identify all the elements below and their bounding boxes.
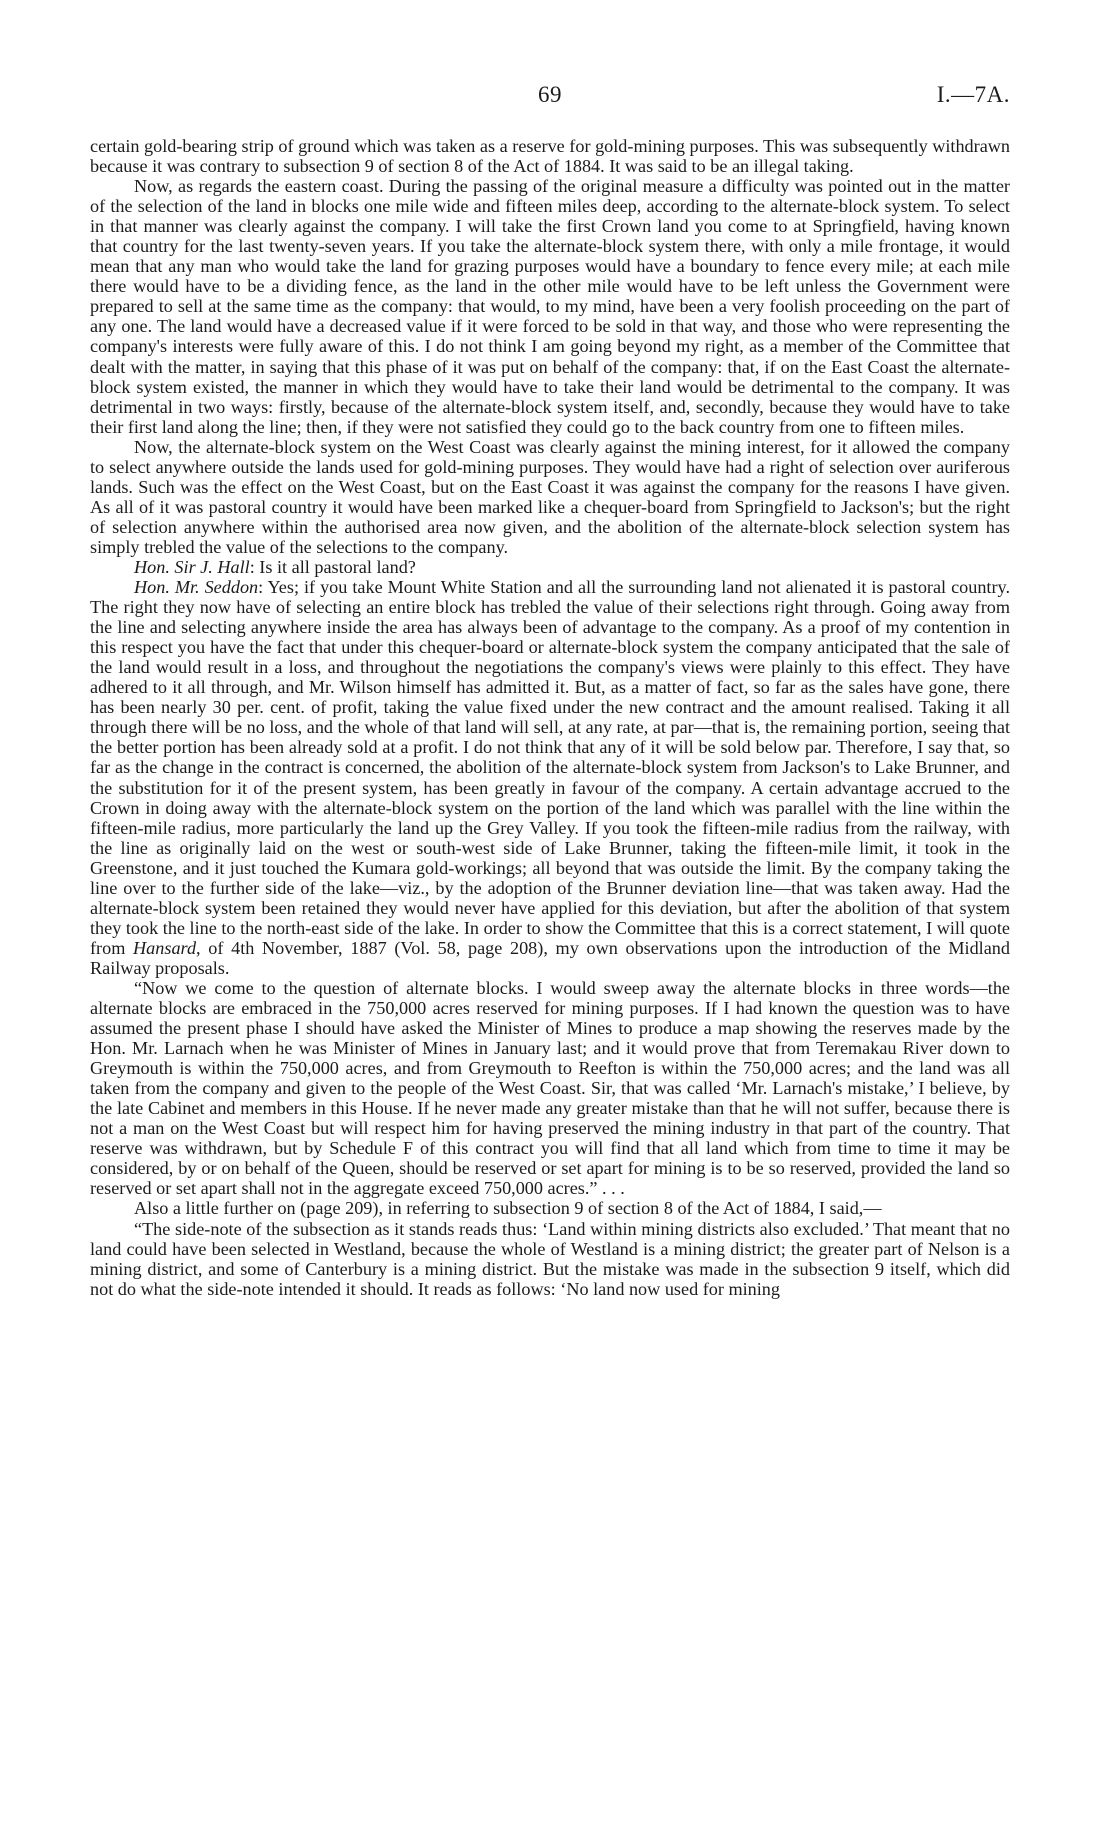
speech-text: : Is it all pastoral land? (249, 556, 416, 577)
speech-text-continued: , of 4th November, 1887 (Vol. 58, page 208), my own observations upon the introduction of the Midland Railway proposals. (90, 937, 1010, 978)
paragraph-continued: certain gold-bearing strip of ground which was taken as a reserve for gold-mining purposes. This was subsequently withdrawn because it was contrary to subsection 9 of section 8 of the Act of 1884. It was said to be an illegal taking. (90, 136, 1010, 177)
document-reference: I.—7A. (936, 82, 1010, 107)
paragraph-eastern-coast: Now, as regards the eastern coast. During the passing of the original measure a difficulty was pointed out in the matter of the selection of the land in blocks one mile wide and fifteen miles deep, according to the alternate-block system. To select in that manner was clearly against the company. I will take the first Crown land you come to at Springfield, having known that country for the last twenty-seven years. If you take the alternate-block system there, with only a mile frontage, it would mean that any man who would take the land for grazing purposes would have a boundary to fence every mile; at each mile there would have to be a dividing fence, as the land in the other mile would have to be left unless the Government were prepared to sell at the same time as the company: that would, to my mind, have been a very foolish proceeding on the part of any one. The land would have a decreased value if it were forced to be sold in that way, and those who were representing the company's interests were fully aware of this. I do not think I am going beyond my right, as a member of the Committee that dealt with the matter, in saying that this phase of it was put on behalf of the company: that, if on the East Coast the alternate-block system existed, the manner in which they would have to take their land would be detrimental to the company. It was detrimental in two ways: firstly, because of the alternate-block system itself, and, secondly, because they would have to take their first land along the line; then, if they were not satisfied they could go to the back country from one to fifteen miles. (90, 176, 1010, 437)
hansard-reference: Hansard (133, 937, 197, 958)
paragraph-west-coast: Now, the alternate-block system on the West Coast was clearly against the mining interest, for it allowed the company to select anywhere outside the lands used for gold-mining purposes. They would have had a right of selection over auriferous lands. Such was the effect on the West Coast, but on the East Coast it was against the company for the reasons I have given. As all of it was pastoral country it would have been marked like a chequer-board from Springfield to Jackson's; but the right of selection anywhere within the authorised area now given, and the abolition of the alternate-block selection system has simply trebled the value of the selections to the company. (90, 436, 1010, 557)
body-text (90, 136, 1010, 1299)
paragraph-further-on: Also a little further on (page 209), in referring to subsection 9 of section 8 of the Act of 1884, I said,— (134, 1198, 882, 1219)
speaker-name: Hon. Mr. Seddon (134, 577, 259, 598)
speaker-name: Hon. Sir J. Hall (134, 556, 250, 577)
quotation-alternate-blocks: “Now we come to the question of alternate blocks. I would sweep away the alternate blocks in three words—the alternate blocks are embraced in the 750,000 acres reserved for mining purposes. If I had known the question was to have assumed the present phase I should have asked the Minister of Mines to produce a map showing the reserves made by the Hon. Mr. Larnach when he was Minister of Mines in January last; and it would prove that from Teremakau River down to Greymouth is within the 750,000 acres, and from Greymouth to Reefton is within the 750,000 acres; and the land was all taken from the company and given to the people of the West Coast. Sir, that was called ‘Mr. Larnach's mistake,’ I believe, by the late Cabinet and members in this House. If he never made any greater mistake than that he will not suffer, because there is not a man on the West Coast but will respect him for having preserved the mining industry in that part of the country. That reserve was withdrawn, but by Schedule F of this contract you will find that all land which from time to time it may be considered, by or on behalf of the Queen, should be reserved or set apart for mining is to be so reserved, provided the land so reserved or set apart shall not in the aggregate exceed 750,000 acres.” . . . (90, 977, 1010, 1199)
quotation-side-note: “The side-note of the subsection as it stands reads thus: ‘Land within mining districts also excluded.’ That meant that no land could have been selected in Westland, because the whole of Westland is a mining district; the greater part of Nelson is a mining district, and some of Canterbury is a mining district. But the mistake was made in the subsection 9 itself, which did not do what the side-note intended it should. It reads as follows: ‘No land now used for mining (90, 1218, 1010, 1299)
page-number: 69 (538, 82, 562, 107)
paragraph-seddon-reply (90, 577, 1010, 978)
page-header (90, 82, 1010, 116)
paragraph-hall-question (90, 557, 1010, 577)
speech-text: : Yes; if you take Mount White Station and all the surrounding land not alienated it is pastoral country. The right they now have of selecting an entire block has trebled the value of their selections right through. Going away from the line and selecting anywhere inside the area has always been of advantage to the company. As a proof of my contention in this respect you have the fact that under this chequer-board or alternate-block system the company anticipated that the sale of the land would result in a loss, and throughout the negotiations the company's views were plainly to this effect. They have adhered to it all through, and Mr. Wilson himself has admitted it. But, as a matter of fact, so far as the sales have gone, there has been nearly 30 per. cent. of profit, taking the value fixed under the new contract and the amount realised. Taking it all through there will be no loss, and the whole of that land will sell, at any rate, at par—that is, the remaining portion, seeing that the better portion has been already sold at a profit. I do not think that any of it will be sold below par. Therefore, I say that, so far as the change in the contract is concerned, the abolition of the alternate-block system from Jackson's to Lake Brunner, and the substitution for it of the present system, has been greatly in favour of the company. A certain advantage accrued to the Crown in doing away with the alternate-block system on the portion of the land which was parallel with the line within the fifteen-mile radius, more particularly the land up the Grey Valley. If you took the fifteen-mile radius from the railway, with the line as originally laid on the west or south-west side of Lake Brunner, taking the fifteen-mile limit, it took in the Greenstone, and it just touched the Kumara gold-workings; all beyond that was outside the limit. By the company taking the line over to the further side of the lake—viz., by the adoption of the Brunner deviation line—that was taken away. Had the alternate-block system been retained they would never have applied for this deviation, but after the abolition of that system they took the line to the north-east side of the lake. In order to show the Committee that this is a correct statement, I will quote from (90, 577, 1010, 958)
